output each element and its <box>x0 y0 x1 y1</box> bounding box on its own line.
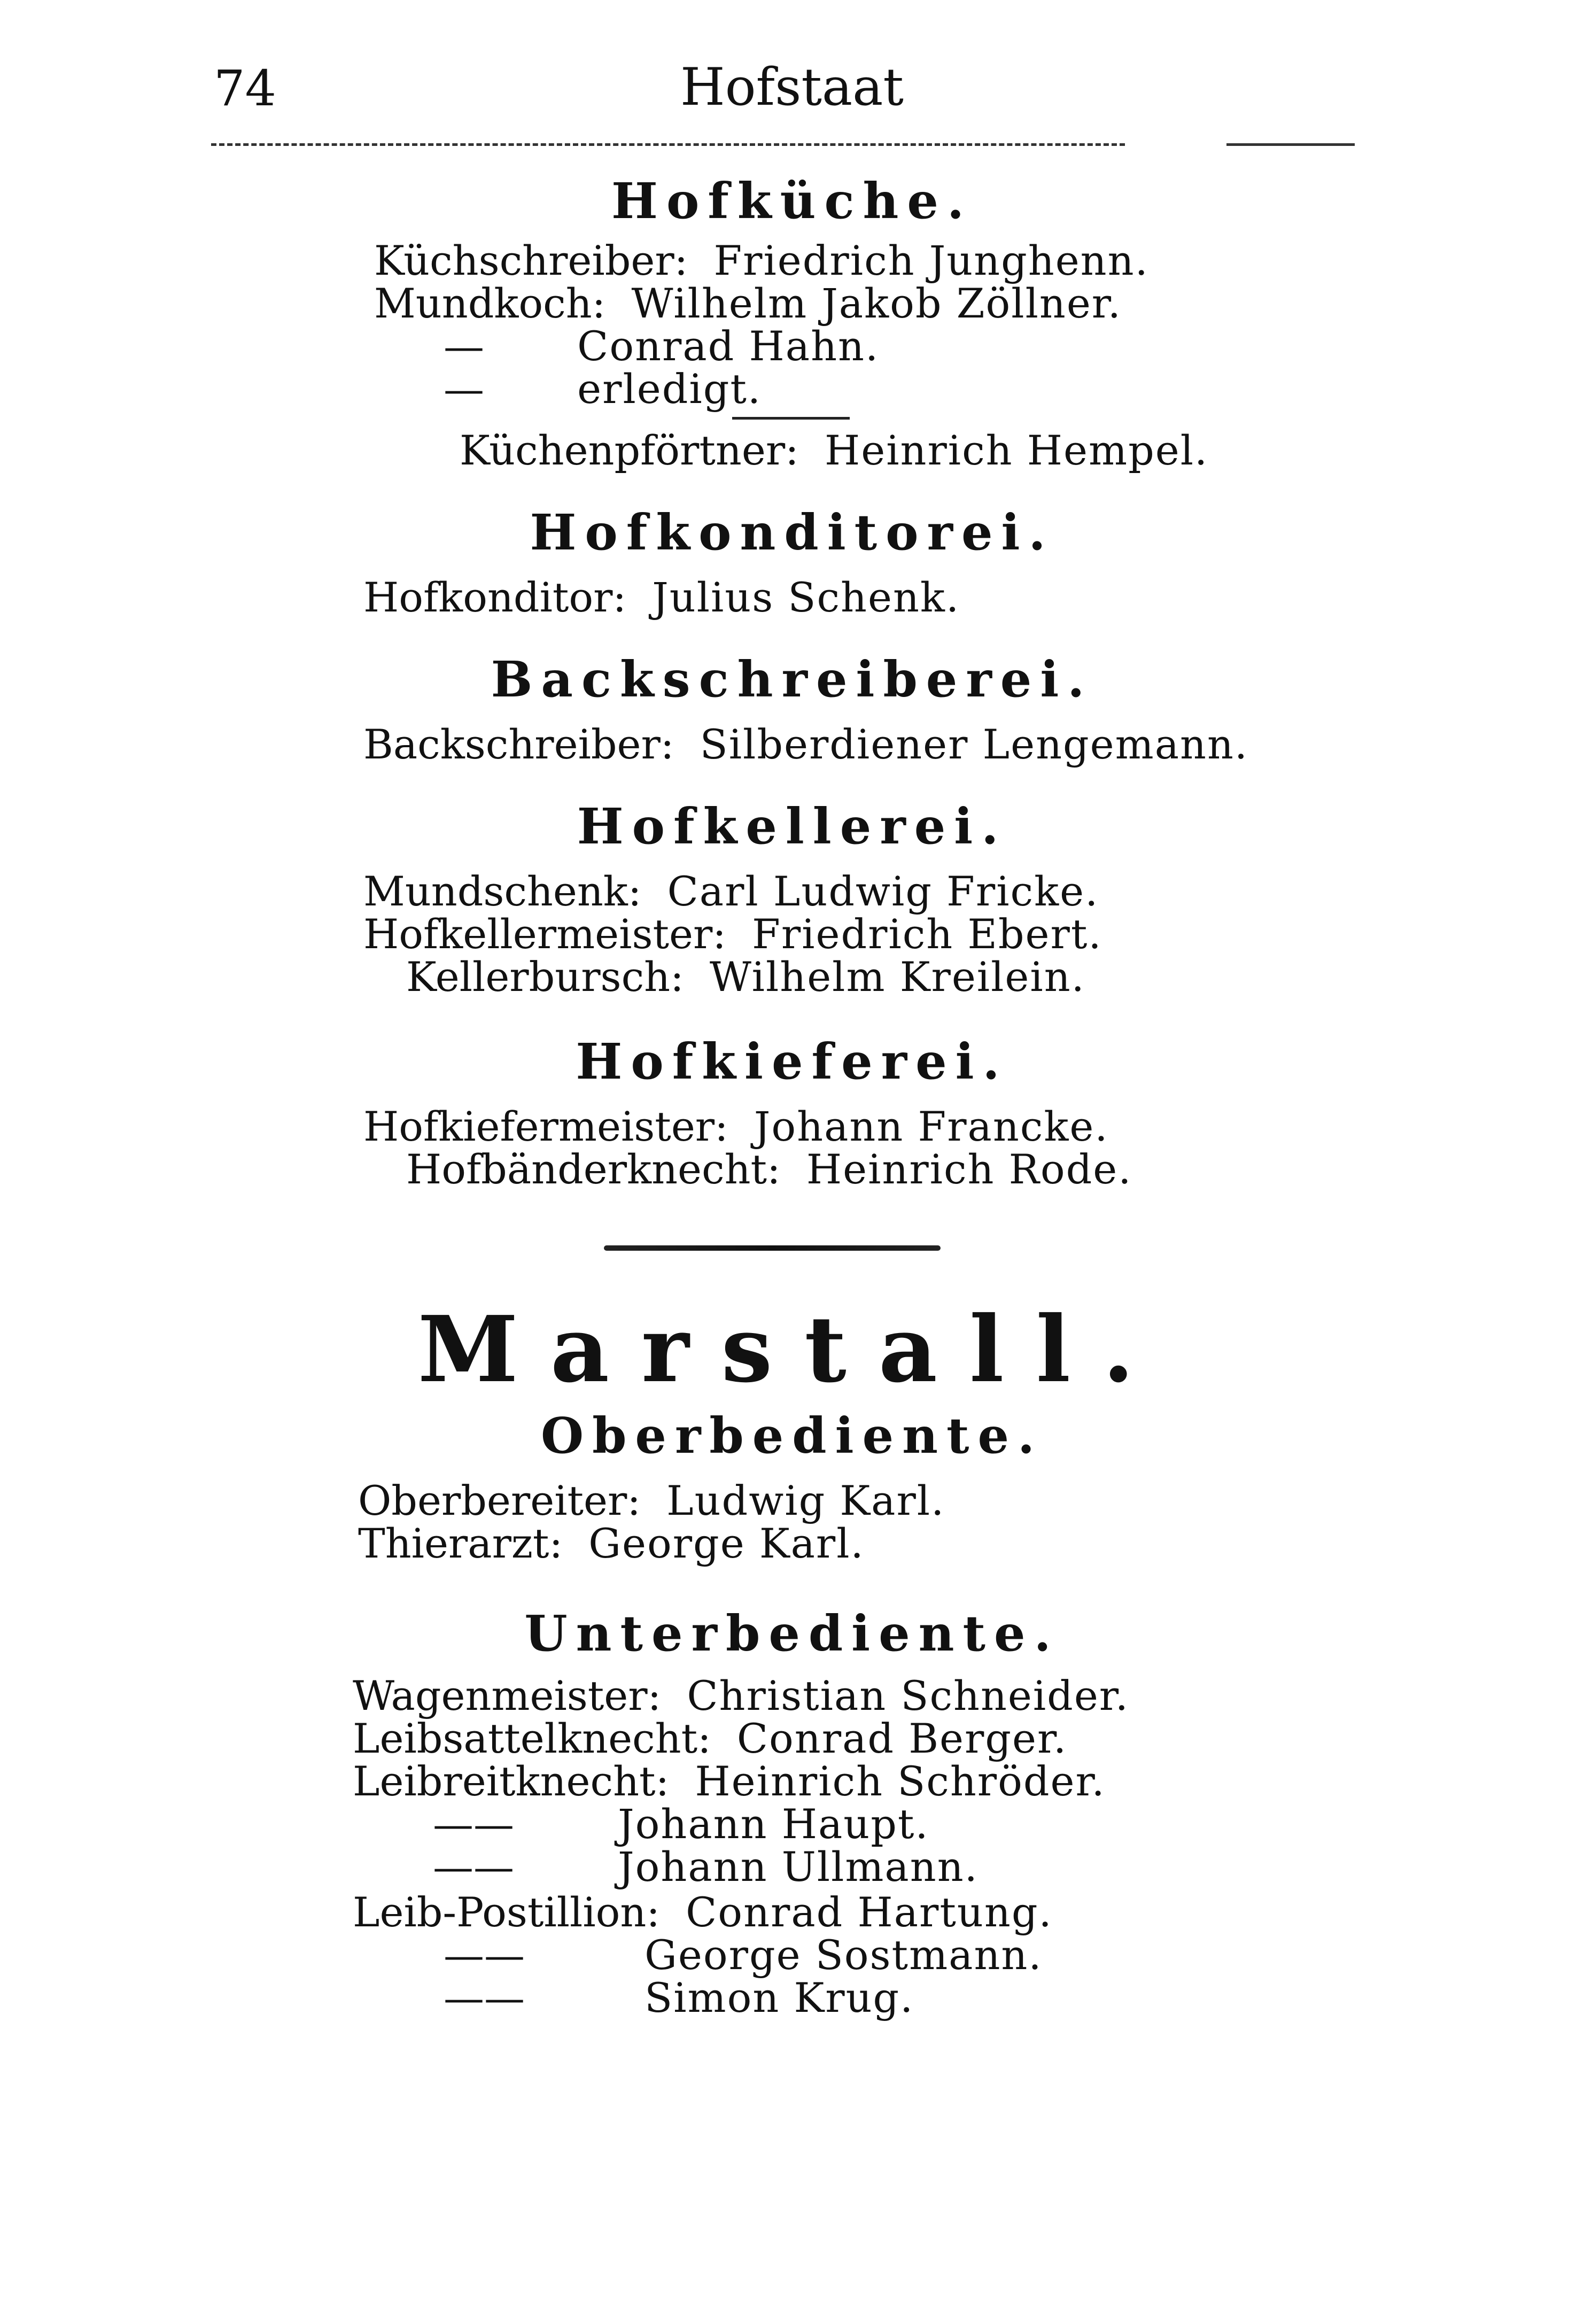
entry-row <box>363 721 1249 768</box>
entry-row <box>433 1843 979 1891</box>
entry-value: Friedrich Ebert. <box>752 910 1102 958</box>
entry-value: Johann Haupt. <box>618 1800 929 1848</box>
entry-value: Heinrich Schröder. <box>695 1757 1106 1805</box>
entry-row <box>433 1800 929 1848</box>
entry-row <box>363 867 1099 915</box>
entry-label: Oberbereiter: <box>358 1477 641 1524</box>
entry-value: Ludwig Karl. <box>666 1477 945 1524</box>
entry-value: Simon Krug. <box>645 1974 914 2021</box>
entry-value: George Karl. <box>588 1520 865 1567</box>
entry-value: Carl Ludwig Fricke. <box>667 867 1099 915</box>
entry-label: Mundschenk: <box>363 867 642 915</box>
header-rule <box>211 143 1125 146</box>
header-rule-short <box>1226 143 1355 146</box>
entry-value: Friedrich Junghenn. <box>713 237 1149 284</box>
entry-label: Leib-Postillion: <box>353 1888 660 1936</box>
entry-label: Hofkellermeister: <box>363 910 726 958</box>
entry-row <box>353 1757 1106 1805</box>
entry-row <box>374 237 1149 284</box>
entry-value: Conrad Hahn. <box>577 322 880 370</box>
ornament-rule <box>604 1245 941 1251</box>
entry-label: Wagenmeister: <box>353 1672 662 1719</box>
entry-value: Julius Schenk. <box>652 574 960 621</box>
entry-label: —— <box>444 1974 525 2021</box>
entry-row <box>358 1520 865 1567</box>
entry-value: Johann Ullmann. <box>618 1843 979 1891</box>
entry-row <box>406 1145 1132 1193</box>
entry-value: Wilhelm Jakob Zöllner. <box>631 280 1122 327</box>
entry-label: Hofbänderknecht: <box>406 1145 781 1193</box>
entry-label: Küchschreiber: <box>374 237 688 284</box>
section-heading-unterbediente: Unterbediente. <box>524 1605 1060 1662</box>
entry-value: Conrad Berger. <box>736 1715 1068 1762</box>
entry-label: Backschreiber: <box>363 721 674 768</box>
entry-label: — <box>444 322 484 370</box>
entry-label: —— <box>433 1843 514 1891</box>
section-heading-hofkellerei: Hofkellerei. <box>577 797 1007 855</box>
section-heading-hofkueche: Hofküche. <box>611 172 973 230</box>
entry-row <box>363 910 1102 958</box>
section-heading-hofkonditorei: Hofkonditorei. <box>530 503 1054 561</box>
entry-row <box>358 1477 945 1524</box>
section-heading-oberbediente: Oberbediente. <box>540 1407 1044 1465</box>
entry-label: Leibsattelknecht: <box>353 1715 711 1762</box>
entry-label: Mundkoch: <box>374 280 606 327</box>
entry-label: Kellerbursch: <box>406 953 684 1001</box>
entry-label: Hofkiefermeister: <box>363 1103 728 1150</box>
page-number: 74 <box>214 60 277 117</box>
entry-value: Christian Schneider. <box>687 1672 1129 1719</box>
entry-row <box>444 365 762 413</box>
section-heading-hofkieferei: Hofkieferei. <box>576 1033 1008 1090</box>
entry-value: Heinrich Hempel. <box>824 427 1209 474</box>
entry-row <box>374 280 1122 327</box>
entry-value: erledigt. <box>577 365 762 413</box>
entry-label: Thierarzt: <box>358 1520 563 1567</box>
entry-value: George Sostmann. <box>645 1931 1043 1979</box>
entry-label: Küchenpförtner: <box>460 427 799 474</box>
running-head: Hofstaat <box>680 57 904 117</box>
divider-rule <box>732 417 850 420</box>
entry-row <box>363 1103 1109 1150</box>
section-heading-backschreiberei: Backschreiberei. <box>491 650 1093 708</box>
entry-label: — <box>444 365 484 413</box>
entry-label: Hofkonditor: <box>363 574 627 621</box>
entry-row <box>444 1974 914 2021</box>
entry-row <box>444 322 880 370</box>
entry-label: —— <box>444 1931 525 1979</box>
entry-row <box>363 574 960 621</box>
entry-label: Leibreitknecht: <box>353 1757 670 1805</box>
entry-value: Johann Francke. <box>754 1103 1109 1150</box>
entry-value: Heinrich Rode. <box>806 1145 1132 1193</box>
entry-value: Conrad Hartung. <box>686 1888 1053 1936</box>
entry-label: —— <box>433 1800 514 1848</box>
entry-value: Wilhelm Kreilein. <box>709 953 1085 1001</box>
entry-row <box>353 1715 1068 1762</box>
main-heading-marstall: Marstall. <box>417 1296 1167 1403</box>
entry-row <box>353 1672 1129 1719</box>
entry-row <box>460 427 1209 474</box>
entry-value: Silberdiener Lengemann. <box>700 721 1249 768</box>
entry-row <box>406 953 1085 1001</box>
entry-row <box>444 1931 1043 1979</box>
entry-row <box>353 1888 1053 1936</box>
